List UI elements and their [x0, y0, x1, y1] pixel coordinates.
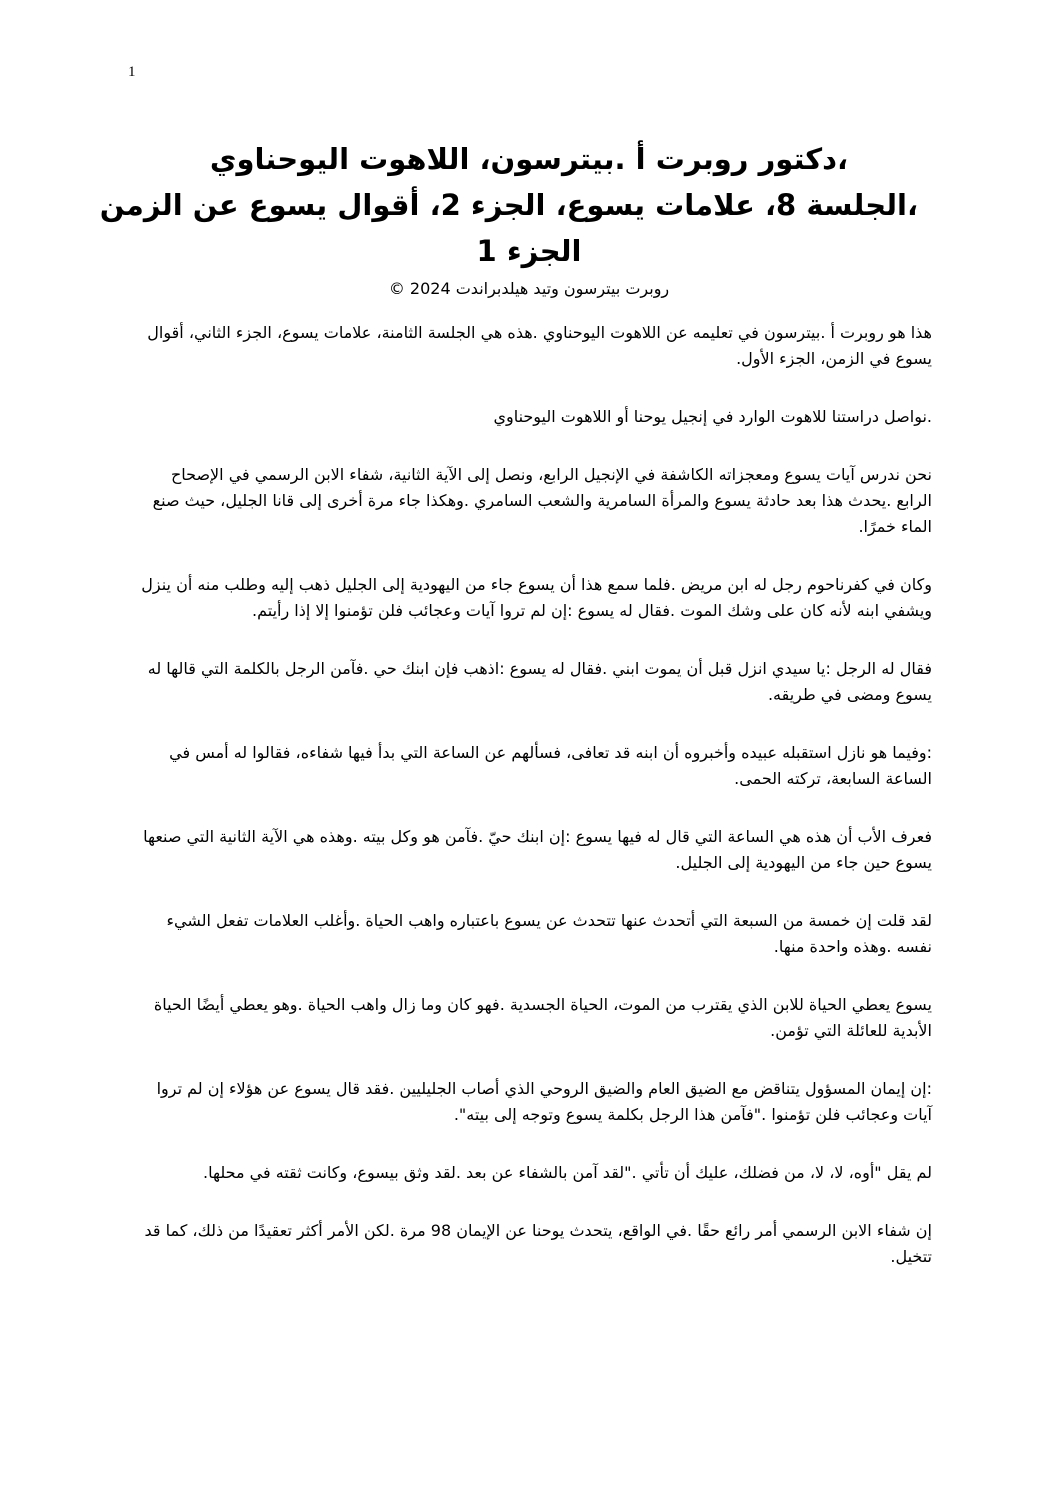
paragraph: لم يقل "أوه، لا، لا، من فضلك، عليك أن تأتي ."لقد آمن بالشفاء عن بعد .لقد وثق بيسوع، وكانت ثقته في محلها.	[203, 1163, 932, 1182]
paragraph: فقال له الرجل :يا سيدي انزل قبل أن يموت ابني .فقال له يسوع :اذهب فإن ابنك حي .فآمن الرجل بالكلمة التي قالها له يسوع ومضى في طريقه.	[147, 659, 932, 704]
paragraph: إن شفاء الابن الرسمي أمر رائع حقًا .في الواقع، يتحدث يوحنا عن الإيمان 98 مرة .لكن الأمر أكثر تعقيدًا من ذلك، كما قد تتخيل.	[144, 1221, 932, 1266]
paragraph: لقد قلت إن خمسة من السبعة التي أتحدث عنها تتحدث عن يسوع باعتباره واهب الحياة .وأغلب العلامات تفعل الشيء نفسه .وهذه واحدة منها.	[166, 911, 932, 956]
copyright-line: روبرت بيترسون وتيد هيلدبراندت 2024 ©	[388, 279, 670, 298]
paragraph: :وفيما هو نازل استقبله عبيده وأخبروه أن ابنه قد تعافى، فسألهم عن الساعة التي بدأ فيها شفاءه، فقالوا له أمس في الساعة السابعة، تركته الحمى.	[169, 743, 932, 788]
paragraph: فعرف الأب أن هذه هي الساعة التي قال له فيها يسوع :إن ابنك حيّ .فآمن هو وكل بيته .وهذه هي الآية الثانية التي صنعها يسوع حين جاء من اليهودية إلى الجليل.	[143, 827, 932, 872]
page-number: 1	[128, 64, 136, 80]
title-line-2: ،الجلسة 8، علامات يسوع، الجزء 2، أقوال يسوع عن الزمن	[99, 188, 918, 222]
paragraph: :إن إيمان المسؤول يتناقض مع الضيق العام والضيق الروحي الذي أصاب الجليليين .فقد قال يسوع عن هؤلاء إن لم تروا آيات وعجائب فلن تؤمنوا ."فآمن هذا الرجل بكلمة يسوع وتوجه إلى بيته".	[156, 1079, 932, 1124]
document-header	[99, 136, 918, 302]
paragraph: هذا هو روبرت أ .بيترسون في تعليمه عن اللاهوت اليوحناوي .هذه هي الجلسة الثامنة، علامات يسوع، الجزء الثاني، أقوال يسوع في الزمن، الجزء الأول.	[147, 323, 932, 368]
paragraph: يسوع يعطي الحياة للابن الذي يقترب من الموت، الحياة الجسدية .فهو كان وما زال واهب الحياة .وهو يعطي أيضًا الحياة الأبدية للعائلة التي تؤمن.	[153, 995, 932, 1040]
paragraph: وكان في كفرناحوم رجل له ابن مريض .فلما سمع هذا أن يسوع جاء من اليهودية إلى الجليل ذهب إليه وطلب منه أن ينزل ويشفي ابنه لأنه كان على وشك الموت .فقال له يسوع :إن لم تروا آيات وعجائب فلن تؤمنوا إلا إذا رأيتم.	[141, 575, 932, 620]
paragraph: .نواصل دراستنا للاهوت الوارد في إنجيل يوحنا أو اللاهوت اليوحناوي	[493, 407, 932, 426]
paragraph: نحن ندرس آيات يسوع ومعجزاته الكاشفة في الإنجيل الرابع، ونصل إلى الآية الثانية، شفاء الابن الرسمي في الإصحاح الرابع .يحدث هذا بعد حادثة يسوع والمرأة السامرية والشعب السامري .وهكذا جاء مرة أخرى إلى قانا الجليل، حيث صنع الماء خمرًا.	[152, 465, 932, 536]
title-line-1: ،دكتور روبرت أ .بيترسون، اللاهوت اليوحناوي	[209, 142, 849, 176]
title-line-3: الجزء 1	[476, 234, 582, 268]
document-body	[140, 320, 932, 1302]
